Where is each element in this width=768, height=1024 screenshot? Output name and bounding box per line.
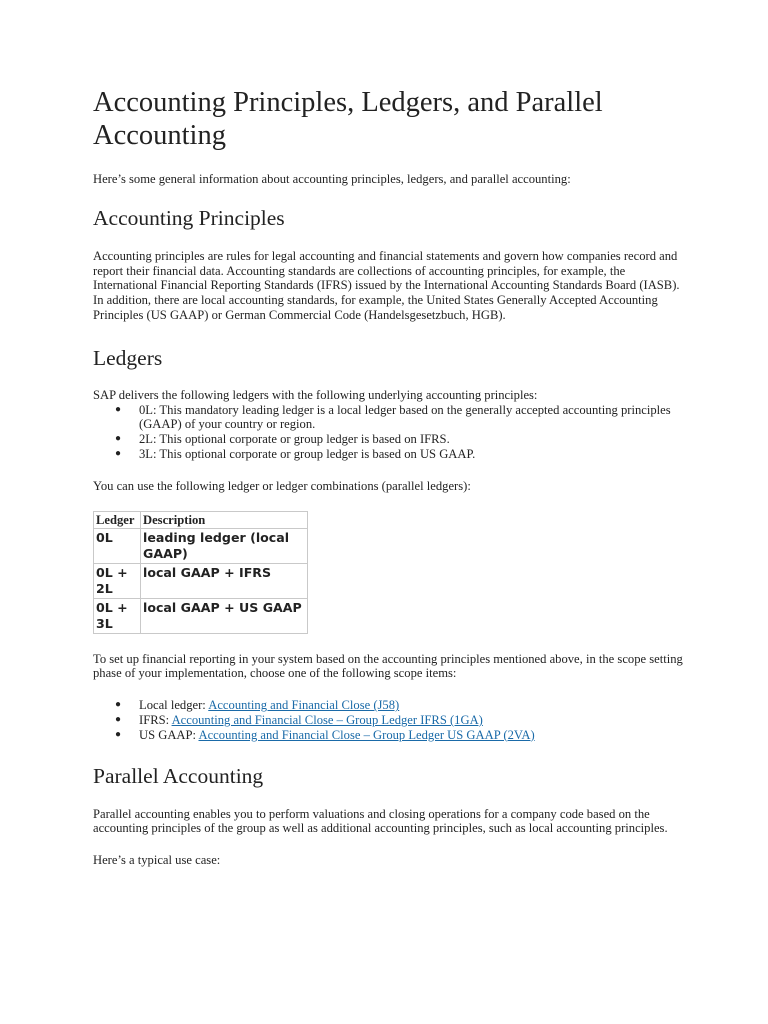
heading-parallel-accounting: Parallel Accounting bbox=[93, 763, 264, 788]
list-item bbox=[93, 713, 683, 728]
heading-ledgers: Ledgers bbox=[93, 345, 163, 370]
table-header-description: Description bbox=[141, 511, 308, 528]
scope-item-prefix: IFRS: bbox=[139, 712, 172, 727]
ledger-combinations-lead: You can use the following ledger or ledger combinations (parallel ledgers): bbox=[93, 478, 471, 493]
table-cell-ledger: 0L bbox=[94, 528, 141, 563]
link-2va[interactable]: Accounting and Financial Close – Group Ledger US GAAP (2VA) bbox=[198, 727, 535, 742]
scope-item-prefix: US GAAP: bbox=[139, 727, 199, 742]
setup-paragraph: To set up financial reporting in your system based on the accounting principles mentioned above, in the scope setting phase of your implementation, choose one of the following scope items: bbox=[93, 651, 683, 681]
bullet-icon: ● bbox=[115, 403, 122, 415]
table-row bbox=[94, 563, 308, 598]
ledger-table bbox=[93, 511, 308, 634]
list-item bbox=[93, 698, 683, 713]
table-cell-description: local GAAP + US GAAP bbox=[141, 598, 308, 633]
table-cell-description: local GAAP + IFRS bbox=[141, 563, 308, 598]
table-header-ledger: Ledger bbox=[94, 511, 141, 528]
ledger-bullet-list bbox=[93, 403, 683, 462]
list-item bbox=[93, 432, 683, 447]
principles-paragraph: Accounting principles are rules for legal accounting and financial statements and govern how companies record and report their financial data. Accounting standards are collections of accounting principles, for example, the International Financial Reporting Standards (IFRS) issued by the International Accounting Standards Board (IASB). In addition, there are local accounting standards, for example, the United States Generally Accepted Accounting Principles (US GAAP) or German Commercial Code (Handelsgesetzbuch, HGB). bbox=[93, 248, 680, 322]
table-row bbox=[94, 528, 308, 563]
document-title: Accounting Principles, Ledgers, and Parallel Accounting bbox=[93, 87, 603, 151]
scope-item-prefix: Local ledger: bbox=[139, 698, 209, 713]
intro-paragraph: Here’s some general information about accounting principles, ledgers, and parallel accounting: bbox=[93, 172, 571, 186]
document-page bbox=[93, 86, 683, 868]
bullet-icon: ● bbox=[115, 447, 122, 459]
ledger-bullet-2l: 2L: This optional corporate or group ledger is based on IFRS. bbox=[139, 432, 450, 447]
scope-item-list bbox=[93, 698, 683, 742]
table-header-row bbox=[94, 511, 308, 528]
parallel-paragraph: Parallel accounting enables you to perform valuations and closing operations for a company code based on the accounting principles of the group as well as additional accounting principles, such as local accounting principles. bbox=[93, 806, 668, 836]
ledgers-lead: SAP delivers the following ledgers with the following underlying accounting principles: bbox=[93, 387, 538, 402]
bullet-icon: ● bbox=[115, 699, 122, 711]
table-cell-description: leading ledger (local GAAP) bbox=[141, 528, 308, 563]
bullet-icon: ● bbox=[115, 713, 122, 725]
list-item bbox=[93, 728, 683, 743]
ledger-bullet-0l: 0L: This mandatory leading ledger is a local ledger based on the generally accepted accounting principles (GAAP) of your country or region. bbox=[139, 402, 671, 432]
bullet-icon: ● bbox=[115, 433, 122, 445]
ledger-bullet-3l: 3L: This optional corporate or group ledger is based on US GAAP. bbox=[139, 446, 476, 461]
list-item bbox=[93, 403, 683, 433]
link-1ga[interactable]: Accounting and Financial Close – Group Ledger IFRS (1GA) bbox=[171, 712, 483, 727]
table-row bbox=[94, 598, 308, 633]
table-cell-ledger: 0L + 3L bbox=[94, 598, 141, 633]
list-item bbox=[93, 447, 683, 462]
table-cell-ledger: 0L + 2L bbox=[94, 563, 141, 598]
link-j58[interactable]: Accounting and Financial Close (J58) bbox=[208, 698, 400, 713]
bullet-icon: ● bbox=[115, 728, 122, 740]
heading-accounting-principles: Accounting Principles bbox=[93, 205, 285, 230]
use-case-lead: Here’s a typical use case: bbox=[93, 853, 221, 868]
